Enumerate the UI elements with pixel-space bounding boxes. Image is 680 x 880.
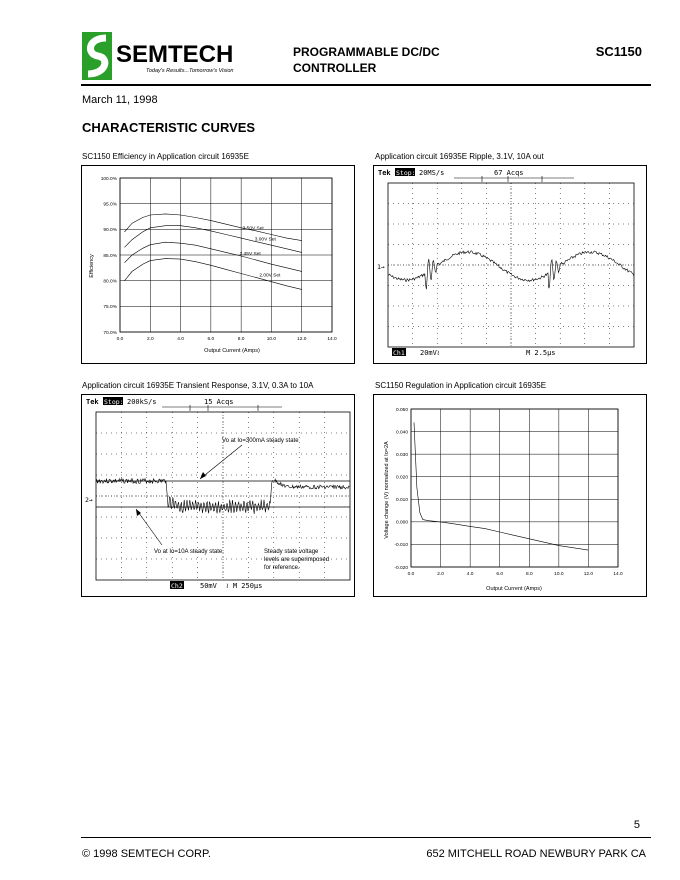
efficiency-y-axis-label: Efficiency — [89, 254, 95, 278]
regulation-x-tick-label: 8.0 — [525, 572, 533, 577]
regulation-plot-frame — [411, 409, 618, 567]
regulation-x-tick-label: 2.0 — [437, 572, 444, 577]
ripple-sample-rate: 20MS/s — [419, 169, 445, 177]
efficiency-series-label: 2.00V Set — [259, 273, 281, 279]
regulation-x-axis-label: Output Current (Amps) — [486, 586, 542, 592]
ripple-channel-marker: 1→ — [377, 263, 385, 271]
transient-channel-marker: 2→ — [85, 496, 93, 504]
semtech-logo — [82, 32, 277, 80]
regulation-x-tick-label: 10.0 — [554, 572, 564, 577]
ripple-scope-brand: Tek — [378, 169, 391, 177]
regulation-series-line — [414, 423, 588, 551]
efficiency-series-label: 2.45V Set — [239, 252, 261, 257]
ripple-graticule — [388, 183, 634, 347]
efficiency-x-axis-label: Output Current (Amps) — [204, 348, 260, 354]
note-line-1: Steady state voltage — [264, 549, 319, 555]
footer-rule — [81, 837, 651, 838]
semtech-logo-graphic — [82, 32, 277, 80]
ripple-ch1-label: Ch1 — [393, 349, 405, 357]
efficiency-y-tick-label: 90.0% — [103, 228, 117, 234]
regulation-x-tick-label: 12.0 — [583, 572, 594, 577]
regulation-y-tick-label: 0.040 — [395, 430, 408, 436]
transient-scope-brand: Tek — [86, 398, 99, 406]
efficiency-y-tick-label: 85.0% — [103, 253, 117, 259]
regulation-y-tick-label: -0.020 — [394, 565, 408, 571]
transient-sample-rate: 200kS/s — [127, 398, 157, 406]
efficiency-y-tick-label: 70.0% — [103, 330, 117, 336]
regulation-x-tick-label: 6.0 — [496, 572, 504, 577]
note-line-2: levels are superimposed — [264, 557, 330, 563]
ripple-stop-text: Stop: — [396, 169, 416, 177]
efficiency-series-label: 3.50V Set — [242, 226, 264, 232]
efficiency-y-tick-label: 80.0% — [103, 279, 117, 285]
ripple-acquisitions: 67 Acqs — [494, 169, 524, 177]
efficiency-series-label: 3.00V Set — [254, 237, 276, 243]
arrow-head-300mA — [200, 472, 206, 479]
efficiency-grid — [120, 178, 332, 332]
note-line-3: for reference. — [264, 565, 300, 571]
efficiency-series-line — [125, 242, 302, 271]
efficiency-x-tick-label: 14.0 — [327, 337, 337, 342]
ripple-scope-panel — [373, 165, 647, 364]
arrow-300mA — [200, 445, 242, 479]
regulation-x-tick-label: 0.0 — [407, 572, 415, 577]
regulation-y-tick-label: 0.000 — [395, 520, 408, 526]
fig2-caption: Application circuit 16935E Ripple, 3.1V, 10A out — [375, 152, 544, 161]
efficiency-x-tick-label: 2.0 — [146, 337, 154, 342]
part-number: SC1150 — [595, 44, 642, 59]
title-line-2: CONTROLLER — [293, 61, 377, 75]
transient-scope — [82, 395, 354, 596]
efficiency-x-tick-label: 4.0 — [177, 337, 184, 342]
efficiency-y-tick-label: 75.0% — [103, 305, 117, 311]
transient-time-per-div: ≀ M 250µs — [226, 582, 263, 590]
ripple-volts-per-div: 20mV≀ — [420, 349, 440, 357]
transient-scope-panel — [81, 394, 355, 597]
efficiency-chart-panel — [81, 165, 355, 364]
fig3-caption: Application circuit 16935E Transient Response, 3.1V, 0.3A to 10A — [82, 381, 314, 390]
efficiency-x-tick-label: 8.0 — [237, 337, 245, 342]
regulation-y-tick-label: -0.010 — [394, 543, 408, 549]
efficiency-series — [125, 214, 302, 290]
regulation-y-tick-label: 0.010 — [395, 498, 408, 504]
efficiency-x-tick-label: 10.0 — [266, 337, 277, 342]
efficiency-chart — [82, 166, 354, 363]
regulation-x-tick-label: 4.0 — [466, 572, 474, 577]
efficiency-series-line — [125, 214, 302, 241]
efficiency-y-tick-label: 95.0% — [103, 202, 117, 208]
regulation-x-tick-label: 14.0 — [613, 572, 623, 577]
document-date: March 11, 1998 — [82, 94, 158, 106]
transient-acquisitions: 15 Acqs — [204, 398, 234, 406]
transient-stop-text: Stop: — [104, 398, 124, 406]
efficiency-x-tick-label: 0.0 — [116, 337, 124, 342]
regulation-chart-panel — [373, 394, 647, 597]
arrow-10A — [136, 509, 162, 545]
annotation-300mA: Vo at Io=300mA steady state — [222, 438, 299, 444]
logo-tagline: Today's Results...Tomorrow's Vision — [146, 68, 234, 74]
fig4-caption: SC1150 Regulation in Application circuit 16935E — [375, 381, 547, 390]
ripple-scope — [374, 166, 646, 363]
regulation-series — [414, 423, 588, 551]
footer-address: 652 MITCHELL ROAD NEWBURY PARK CA — [426, 848, 646, 860]
regulation-y-tick-label: 0.030 — [395, 452, 408, 458]
regulation-y-tick-label: 0.050 — [395, 407, 408, 413]
regulation-y-tick-label: 0.020 — [395, 475, 408, 481]
logo-wordmark: SEMTECH — [116, 41, 234, 68]
header-rule — [81, 84, 651, 86]
annotation-10A: Vo at Io=10A steady state — [154, 549, 223, 555]
page-number: 5 — [633, 819, 640, 831]
section-title: CHARACTERISTIC CURVES — [82, 120, 256, 135]
ripple-time-per-div: M 2.5µs — [526, 349, 556, 357]
regulation-grid — [411, 409, 618, 567]
regulation-y-axis-label: Voltage change (V) normalized at Io=2A — [384, 441, 390, 539]
efficiency-x-tick-label: 12.0 — [297, 337, 307, 342]
efficiency-y-tick-label: 100.0% — [100, 176, 117, 182]
efficiency-x-tick-label: 6.0 — [207, 337, 215, 342]
footer-copyright: © 1998 SEMTECH CORP. — [82, 848, 211, 860]
regulation-ticks — [394, 407, 623, 577]
transient-ch2-label: Ch2 — [171, 582, 183, 590]
title-line-1: PROGRAMMABLE DC/DC — [293, 45, 440, 59]
regulation-chart — [374, 395, 646, 596]
fig1-caption: SC1150 Efficiency in Application circuit 16935E — [82, 152, 249, 161]
transient-volts-per-div: 50mV — [200, 582, 217, 590]
document-title — [293, 44, 440, 76]
transient-waveform — [96, 479, 349, 514]
